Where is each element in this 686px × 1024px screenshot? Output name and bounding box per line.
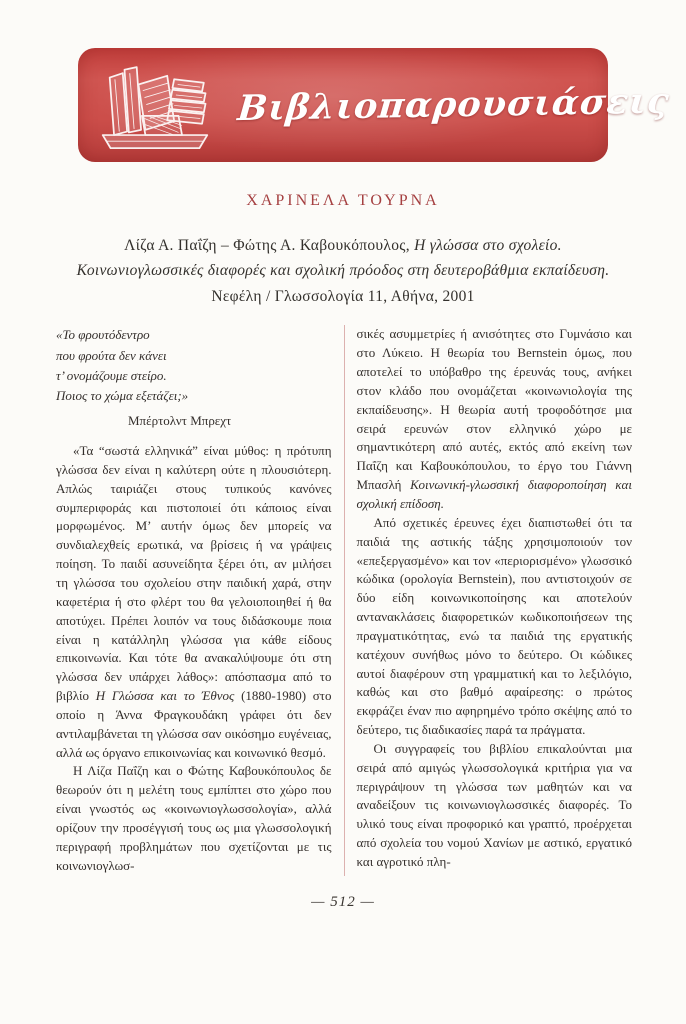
citation-imprint: Νεφέλη / Γλωσσολογία 11, Αθήνα, 2001 (211, 287, 475, 305)
epigraph-line: τ’ ονομάζουμε στείρο. (56, 367, 167, 383)
book-title-italic: Κοινωνική-γλωσσική διαφοροποίηση και σχολική επίδοση. (356, 477, 632, 511)
paragraph (56, 762, 332, 875)
left-column (56, 325, 332, 875)
right-column-paragraphs (357, 325, 633, 871)
epigraph-line: Ποιος το χώμα εξετάζει;» (56, 387, 189, 403)
epigraph-line: που φρούτα δεν κάνει (56, 347, 167, 363)
paragraph (357, 740, 633, 872)
books-illustration-icon (94, 53, 216, 157)
book-title-italic: Η Γλώσσα και το Έθνος (95, 688, 242, 704)
review-body (56, 325, 632, 875)
section-title: Βιβλιοπαρουσιάσεις (235, 80, 672, 129)
text-segment: Οι συγγραφείς του βιβλίου επικαλούνται μια σειρά από αμιγώς γλωσσολογικά κριτήρια για να περιγράψουν τη γλώσσα των μαθητών και να αναδείξουν τις κοινωνιογλωσσικές διαφορές. Το υλικό τους είναι προφορικό και γραπτό, προέρχεται από σχολεία του νομού Χανίων με αστικό, εργατικό και αγροτικό πλη- (356, 740, 632, 870)
reviewer-name-heading: ΧΑΡΙΝΕΛΑ ΤΟΥΡΝΑ (246, 192, 440, 209)
epigraph-line: «Το φρουτόδεντρο (56, 327, 150, 343)
left-column-paragraphs (56, 442, 332, 875)
section-banner (78, 48, 672, 162)
epigraph-lines (56, 325, 332, 406)
citation-authors-title (51, 234, 636, 284)
text-segment: Η Λίζα Παΐζη και ο Φώτης Καβουκόπουλος δε θεωρούν ότι η μελέτη τους εμπίπτει στο χώρο που είναι γνωστός ως «κοινωνιογλωσσολογία», αλλά ορίζουν την προσέγγισή τους ως μια γλωσσολογική περιγραφή προβλημάτων που σχετίζονται με τις κοινωνιογλωσ- (56, 763, 332, 873)
text-segment: Από σχετικές έρευνες έχει διαπιστωθεί ότι τα παιδιά της αστικής τάξης χρησιμοποιούν τον «επεξεργασμένο» και τον «περιορισμένο» γλωσσικό κώδικα (ορολογία Bernstein), που αντιστοιχούν σε δύο είδη κοινωνικοποίησης και αποτελούν αντανακλάσεις διαφορετικών κωδικοποιήσεων της πραγματικότητας, ενώ τα παιδιά της εργατικής κατέχουν συνήθως μόνο το δεύτερο. Οι κώδικες αυτοί διαφέρουν στη γραμματική και το λεξιλόγιο, καθώς και στο βαθμό αφαίρεσης: ο πρώτος εκφράζει έναν πιο αφηρημένο τρόπο σκέψης από το δεύτερο, τις διαδικασίες παρά τα πράγματα. (356, 514, 632, 738)
paragraph (357, 325, 633, 513)
epigraph (56, 325, 332, 431)
right-column (357, 325, 633, 875)
text-segment: σικές ασυμμετρίες ή ανισότητες στο Γυμνάσιο και στο Λύκειο. Η θεωρία του Bernstein όμως, που αποτελεί το υπόβαθρο της έρευνάς τους, ανήκει στον κλάδο που ονομάζεται «κοινωνιολογία της εκπαίδευσης». Η θεωρία αυτή τροφοδότησε μια σειρά ερευνών στον ελληνικό χώρο με σημαντικότερη από αυτές, εκτός από εκείνη των Παΐζη και Καβουκόπουλου, το έργο του Γιάννη Μπασλή (356, 326, 632, 493)
text-segment: (1880-1980) στο οποίο η Άννα Φραγκουδάκη γράφει ότι δεν αντιλαμβάνεται τη γλώσσα σαν οικόσημο ευγένειας, αλλά ως όργανο επικοινωνίας και κοινωνικό θεσμό. (56, 688, 332, 760)
page-number: — 512 — (311, 893, 375, 910)
book-title-italic: Η γλώσσα στο σχολείο. (414, 237, 562, 254)
text-segment: Λίζα Α. Παΐζη – Φώτης Α. Καβουκόπουλος, (124, 237, 415, 254)
column-divider (344, 325, 345, 875)
epigraph-attribution: Μπέρτολντ Μπρεχτ (128, 412, 232, 428)
paragraph (357, 514, 633, 740)
paragraph (56, 442, 332, 762)
text-segment: «Τα “σωστά ελληνικά” είναι μύθος: η πρότυπη γλώσσα δεν είναι η καλύτερη ούτε η πλουσιότερη. Απλώς ταιριάζει στους τυπικούς κανόνες συμπεριφοράς και πιστοποιεί ότι κάποιος είναι μορφωμένος. Μ’ αυτήν όμως δεν μπορείς να συνδιαλεχθείς ερωτικά, να βρίσεις ή να γράψεις ποίηση. Το παιδί ασυνείδητα ξέρει ότι, αν μιλήσει τη γλώσσα του σχολείου στην παιδική χαρά, στην καφετέρια ή στο φλέρτ του θα γελοιοποιηθεί ή θα αποτύχει. Πρέπει λοιπόν να τους διδάσκουμε ποια είναι η κατάλληλη γλώσσα για κάθε είδους επικοινωνία. Και τότε θα ανακαλύψουμε ότι στη γλώσσα δεν υπάρχει λάθος»: απόσπασμα από το βιβλίο (56, 443, 332, 704)
book-citation (51, 234, 636, 309)
book-title-italic: Κοινωνιογλωσσικές διαφορές και σχολική πρόοδος στη δευτεροβάθμια εκπαίδευση. (76, 261, 610, 279)
